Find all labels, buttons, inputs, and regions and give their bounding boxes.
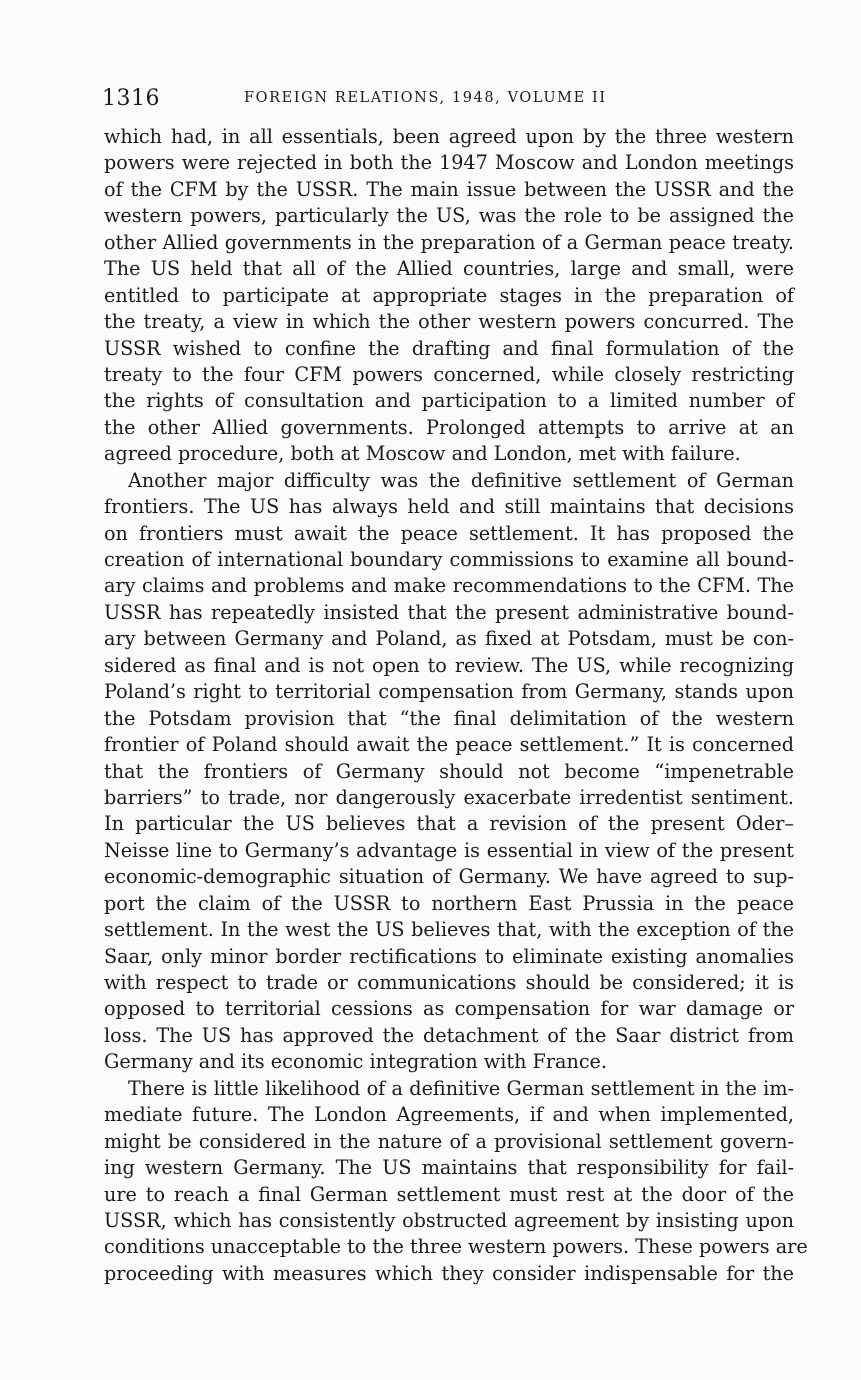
- text-line: barriers” to trade, nor dangerously exacerbate irredentist sentiment.: [104, 785, 794, 809]
- text-line: the Potsdam provision that “the final delimitation of the western: [104, 706, 794, 730]
- text-line: USSR wished to confine the drafting and final formulation of the: [104, 336, 794, 360]
- text-line: the other Allied governments. Prolonged attempts to arrive at an: [104, 415, 794, 439]
- text-line: creation of international boundary commissions to examine all bound-: [104, 548, 794, 571]
- text-line: the rights of consultation and participation to a limited number of: [104, 389, 794, 413]
- text-line: conditions unacceptable to the three western powers. These powers are: [104, 1235, 808, 1259]
- text-line: which had, in all essentials, been agreed upon by the three western: [104, 125, 794, 148]
- text-line: ure to reach a final German settlement must rest at the door of the: [104, 1182, 794, 1206]
- text-line: loss. The US has approved the detachment of the Saar district from: [104, 1023, 794, 1047]
- text-line: economic-demographic situation of Germany. We have agreed to sup-: [104, 865, 794, 889]
- running-head: [102, 86, 792, 116]
- text-line: opposed to territorial cessions as compensation for war damage or: [104, 997, 794, 1021]
- text-line: The US held that all of the Allied countries, large and small, were: [104, 257, 794, 281]
- text-line: Neisse line to Germany’s advantage is essential in view of the present: [104, 838, 794, 862]
- text-line: port the claim of the USSR to northern East Prussia in the peace: [104, 891, 794, 915]
- text-line: the treaty, a view in which the other western powers concurred. The: [104, 310, 794, 334]
- text-line: agreed procedure, both at Moscow and London, met with failure.: [104, 442, 741, 466]
- text-line: ing western Germany. The US maintains that responsibility for fail-: [104, 1156, 794, 1180]
- text-line: frontier of Poland should await the peace settlement.” It is concerned: [104, 733, 794, 757]
- text-line: mediate future. The London Agreements, if and when implemented,: [104, 1103, 794, 1127]
- text-line: ary between Germany and Poland, as fixed at Potsdam, must be con-: [104, 627, 794, 651]
- page-number: 1316: [102, 86, 160, 111]
- text-line: with respect to trade or communications should be considered; it is: [104, 971, 794, 994]
- text-line: settlement. In the west the US believes that, with the exception of the: [104, 918, 794, 942]
- text-line: of the CFM by the USSR. The main issue between the USSR and the: [104, 177, 794, 201]
- text-line: entitled to participate at appropriate stages in the preparation of: [104, 283, 794, 307]
- text-line: other Allied governments in the preparation of a German peace treaty.: [104, 230, 794, 254]
- text-line: Saar, only minor border rectifications to eliminate existing anomalies: [104, 944, 794, 968]
- paragraph-1: [104, 124, 794, 468]
- text-line: on frontiers must await the peace settlement. It has proposed the: [104, 521, 794, 545]
- header-title: FOREIGN RELATIONS, 1948, VOLUME II: [244, 90, 607, 106]
- text-line: ary claims and problems and make recommendations to the CFM. The: [104, 574, 794, 598]
- text-line: USSR, which has consistently obstructed agreement by insisting upon: [104, 1208, 794, 1232]
- text-line: sidered as final and is not open to review. The US, while recognizing: [104, 653, 794, 677]
- text-line: western powers, particularly the US, was the role to be assigned the: [104, 204, 794, 228]
- body-text: [104, 124, 808, 1287]
- text-line: powers were rejected in both the 1947 Moscow and London meetings: [104, 151, 794, 175]
- text-line: treaty to the four CFM powers concerned, while closely restricting: [104, 362, 794, 386]
- text-line: Another major difficulty was the definitive settlement of German: [128, 468, 794, 492]
- text-line: might be considered in the nature of a provisional settlement govern-: [104, 1129, 794, 1153]
- text-line: In particular the US believes that a revision of the present Oder–: [104, 812, 794, 836]
- text-line: There is little likelihood of a definitive German settlement in the im-: [128, 1076, 794, 1100]
- text-line: frontiers. The US has always held and still maintains that decisions: [104, 495, 794, 519]
- paragraph-2: [104, 468, 794, 1076]
- text-line: proceeding with measures which they consider indispensable for the: [104, 1261, 794, 1285]
- text-line: Germany and its economic integration with France.: [104, 1050, 608, 1074]
- text-line: Poland’s right to territorial compensation from Germany, stands upon: [104, 680, 794, 704]
- paragraph-3: [104, 1076, 808, 1288]
- text-line: USSR has repeatedly insisted that the present administrative bound-: [104, 600, 794, 624]
- text-line: that the frontiers of Germany should not become “impenetrable: [104, 759, 794, 783]
